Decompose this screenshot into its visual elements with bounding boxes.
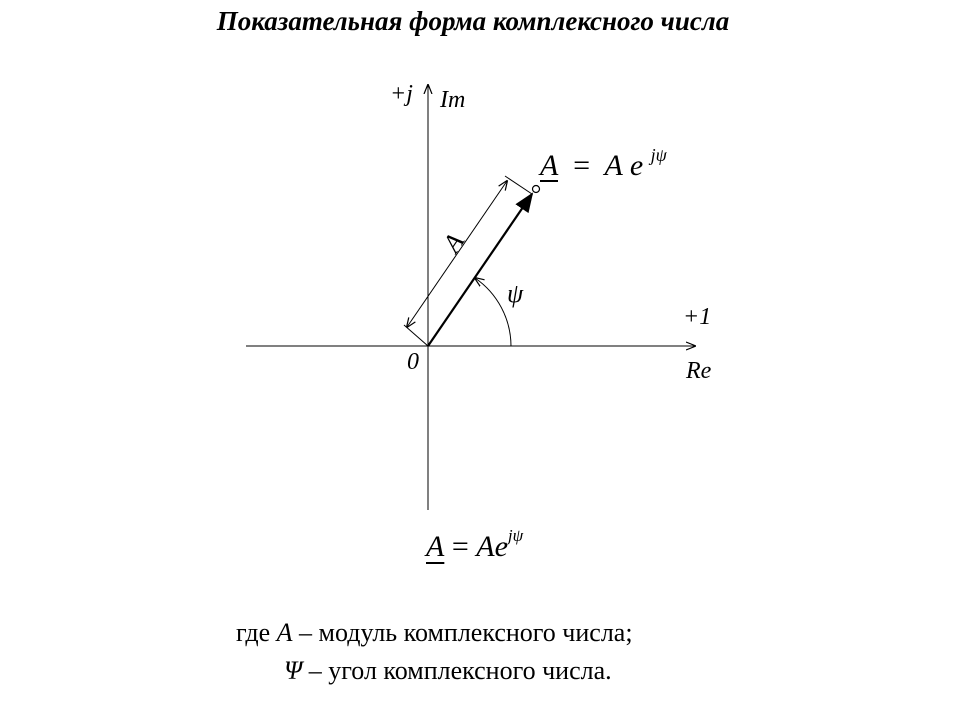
description-prefix: где: [236, 618, 271, 647]
formula-description: [236, 614, 633, 690]
vector-endpoint: [533, 186, 540, 193]
vector-formula-exponent: jψ: [650, 145, 667, 165]
axis-label-plus-j: +j: [390, 81, 413, 107]
vector-formula-coef: A: [604, 149, 623, 182]
vector-formula: [538, 145, 668, 182]
vector-magnitude-label: A: [436, 227, 470, 258]
description-modulus-text: – модуль комплексного числа;: [299, 618, 633, 647]
angle-arc: [475, 278, 511, 346]
formula-coef: A: [476, 530, 495, 563]
magnitude-extension-line-start: [404, 325, 428, 346]
origin-label: 0: [407, 349, 419, 375]
complex-vector: [428, 194, 532, 346]
axis-label-plus-one: +1: [683, 304, 712, 330]
axis-label-im: Im: [440, 87, 466, 113]
formula-eq: =: [451, 530, 469, 563]
axis-label-re: Re: [686, 358, 712, 384]
description-angle-text: – угол комплексного числа.: [308, 656, 612, 685]
formula-lhs: A: [426, 530, 445, 563]
description-line-angle: [236, 652, 633, 690]
angle-label: ψ: [507, 279, 524, 308]
vector-formula-lhs: A: [540, 149, 558, 182]
page-title: Показательная форма комплексного числа: [216, 6, 730, 36]
description-symbol-a: A: [276, 618, 293, 647]
vector-formula-base: e: [629, 149, 644, 182]
formula-base: e: [494, 530, 508, 563]
exponential-form-formula: [426, 526, 524, 564]
vector-formula-eq: =: [571, 149, 592, 182]
description-line-modulus: [236, 614, 633, 652]
svg-text:A = A e: [538, 145, 668, 182]
formula-exponent: jψ: [507, 526, 524, 545]
magnitude-extension-line-end: [505, 176, 532, 194]
description-symbol-psi: Ψ: [284, 656, 303, 685]
